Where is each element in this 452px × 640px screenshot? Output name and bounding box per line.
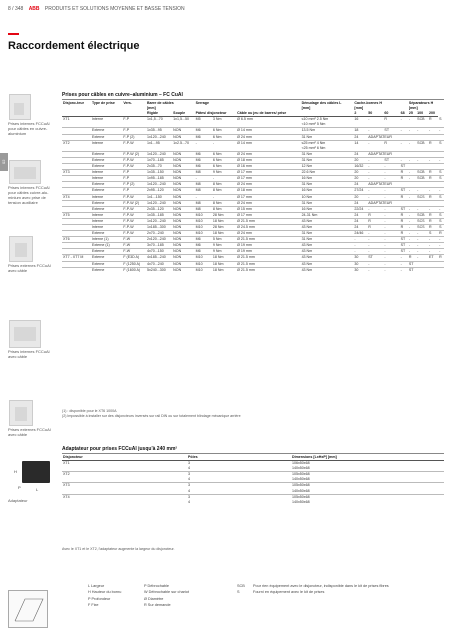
table-row: XT7 - XT7 M Externe F (E3D A) 4x185...240 NON M10 18 Nm Ø 21.5 mm 43 Nm 30 ST - - R - ET R — [62, 255, 444, 261]
table2-rule — [62, 453, 444, 454]
col-breaker: Disjonc-teur — [63, 101, 84, 105]
product-image-3 — [9, 236, 33, 262]
table-row: 4 140x50x68 — [188, 466, 310, 471]
product-image-4 — [9, 320, 41, 348]
table-row: <10 mm² 5 Nm — [301, 122, 326, 127]
table-row: XT1 3 106x50x68 — [63, 461, 310, 466]
table2-note: Avec le XT1 et le XT2, l'adaptateur augmente la largeur du disjoncteur. — [62, 547, 175, 551]
brand-label: ABB — [28, 6, 40, 12]
table1-title: Prises pour câbles en cuivre–aluminium – FC CuAl — [62, 92, 183, 98]
table-row: XT3 3 105x50x68 — [62, 483, 444, 489]
table-row: XT1 Interne F-P 1x1,5...70 1x1,5...50 M5 3 Nm Ø 6.5 mm ≤10 mm² 2.5 Nm 16 - R - - SCB R S — [63, 116, 442, 122]
table-row: XT6 Interne (1) F-W 2x120...240 NON M6 5 Nm Ø 21.5 mm 31 Nm - - - ST - - - - — [62, 237, 444, 243]
table-row: <25 mm² 6 Nm — [301, 145, 326, 150]
table-row: XT2 3 105x50x68 — [62, 472, 444, 478]
table-row: Interne F-P 1x95...185 NON - - Ø 17 mm 16 Nm 20 - - R - SCB R S — [62, 176, 444, 182]
col-type: Type de prise — [91, 101, 115, 105]
table-row: Externe F (1250 A) 4x70...240 NON M10 18 Nm Ø 21.5 mm 43 Nm 30 - - - ST — [62, 261, 444, 267]
cable-lugs-table: Disjonc-teur Type de prise Vers. Barre de câbles Serrage Dénudage des câbles L Cache-bornes H Séparateurs H [mm] [mm] [mm] [mm] Rigide Souple Pâtes/ disjoncteur Câble ou jeu de barres/ prise 2 50 60 68 25 100 200 XT1 Interne F-P 1x1,5...70 1x1,5...50 M5 3 Nm Ø 6.5 mm ≤10 mm² 2.5 Nm 16 - R - - SCB R S <10 mm² 5 Nm Externe F-P 1x35...95 NON M6 6 Nm Ø 14 mm 13.5 Nm 18 - ST - - - - - Externe F-P (2) 1x120...240 NON M6 6 Nm Ø 24 mm 31 Nm 24 ADAPTATEUR XT2 Interne F-P-W 1x1...95 1x2.5...70 - - Ø 14 mm ≤25 mm² 4 Nm 14 - R - - SCB R S <25 mm² 6 Nm Externe F-P-W (2) 1x120...240 NON M6 6 Nm Ø 24 mm 31 Nm 24 ADAPTATEUR Externe F-P-W 1x70...185 NON M6 6 Nm Ø 18 mm 31 Nm 20 - ST - - - - - Externe F-P-W 2x35...70 NON M6 6 Nm Ø 16 mm 12 Nm 16/32 - - ST XT3 Interne F-P 1x35...150 NON M8 9 Nm Ø 17 mm 22.6 Nm 20 - - R - SCB R S Interne F-P 1x95...185 NON - - Ø 17 mm 16 Nm 20 - - R - SCB R S Externe F-P (2) 1x120...240 NON M8 8 Nm Ø 24 mm 31 Nm 24 ADAPTATEUR Externe F-P 2x95...120 NON M8 8 Nm Ø 18 mm 16 Nm 27/24 - - ST - - - - XT4 Interne F-P-W 1x1...150 NON - - Ø 17 mm 10 Nm 20 - - R - SCS R S Externe F-P-W (2) 1x120...240 NON M8 8 Nm Ø 24 mm 31 Nm 24 ADAPTATEUR Externe F-P-W 2x35...120 NON M8 8 Nm Ø 15 mm 16 Nm 22/24 - - ST - - - - XT5 Interne F-P-W 1x35...185 NON M10 28 Nm Ø 17 mm 24-31 Nm 24 R - R - SCB R S Interne F-P-W 1x120...240 NON M10 18 Nm Ø 21.5 mm 43 Nm 24 R - R - SCS R S Interne F-P-W 1x185...300 NON M10 28 Nm Ø 24.5 mm 43 Nm 24 R - R - SCS R S Externe F-P-W 2x70...240 NON M10 18 Nm Ø 24 mm 31 Nm 24/46 - - R - - S R XT6 Interne (1) F-W 2x120...240 NON M6 5 Nm Ø 21.5 mm 31 Nm - - - ST - - - - Externe (1) F-W 3x70...185 NON M6 9 Nm Ø 19 mm 43 Nm - - - ST - - - - Externe F-W 4x70...150 NON M6 9 Nm Ø 19 mm 43 Nm - - - ST - - - - XT7 - XT7 M Externe F (E3D A) 4x185...240 NON M10 18 Nm Ø 21.5 mm 43 Nm 30 ST - - R - ET R Externe F (1250 A) 4x70...240 NON M10 18 Nm Ø 21.5 mm 43 Nm 30 - - - ST Externe F (1600 A) 5x240...300 NON M10 18 Nm Ø 21.5 mm 43 Nm 30 - - - ST — [62, 101, 444, 273]
table-row: 4 140x50x68 — [188, 488, 310, 493]
table-row: XT2 Interne F-P-W 1x1...95 1x2.5...70 - - Ø 14 mm ≤25 mm² 4 Nm 14 - R - - SCB R S — [62, 140, 444, 146]
table-row: Externe (1) F-W 3x70...185 NON M6 9 Nm Ø 19 mm 43 Nm - - - ST - - - - — [62, 243, 444, 249]
table-row: XT3 Interne F-P 1x35...150 NON M8 9 Nm Ø 17 mm 22.6 Nm 20 - - R - SCB R S — [62, 170, 444, 176]
table-row: Externe F-P (2) 1x120...240 NON M6 6 Nm Ø 24 mm 31 Nm 24 ADAPTATEUR — [62, 134, 444, 140]
dim-h: H — [14, 469, 17, 474]
table-row: Externe F-P 2x95...120 NON M8 8 Nm Ø 18 mm 16 Nm 27/24 - - ST - - - - — [62, 188, 444, 194]
table2-title: Adaptateur pour prises FCCuAl jusqu'à 240 mm² — [62, 446, 178, 452]
page-header — [8, 6, 185, 12]
table-row: 4 140x50x68 — [188, 477, 310, 482]
table-row: Externe F-P 1x35...95 NON M6 6 Nm Ø 14 mm 13.5 Nm 18 - ST - - - - - — [62, 128, 444, 134]
table-row: Externe F-P (2) 1x120...240 NON M8 8 Nm Ø 24 mm 31 Nm 24 ADAPTATEUR — [62, 182, 444, 188]
caption-4: Prises internes FCCuAl avec câble — [8, 349, 50, 359]
table-row: Externe F (1600 A) 5x240...300 NON M10 18 Nm Ø 21.5 mm 43 Nm 30 - - - ST — [62, 267, 444, 273]
box-diagram-icon — [9, 591, 49, 629]
col-terminal-covers: Cache-bornes H — [354, 101, 382, 105]
adapter-image — [22, 461, 50, 483]
table-row: Externe F-P-W 2x35...70 NON M6 6 Nm Ø 16 mm 12 Nm 16/32 - - ST — [62, 164, 444, 170]
caption-2: Prises internes FCCuAl pour câbles cuivre-alu-minium avec prise de tension auxiliaire — [8, 185, 50, 205]
table-row: Externe F-P-W 1x70...185 NON M6 6 Nm Ø 18 mm 31 Nm 20 - ST - - - - - — [62, 157, 444, 163]
table-row: XT4 3 105x50x68 — [62, 494, 444, 500]
table1-note-2: (2) Impossible à installer sur des disjoncteurs inversés sur rail DIN ou sur totalement blindage mécanique arrière — [62, 414, 241, 418]
table-row: Externe F-P-W (2) 1x120...240 NON M6 6 Nm Ø 24 mm 31 Nm 24 ADAPTATEUR — [62, 151, 444, 157]
col-poles: Pôles — [187, 455, 291, 461]
table-row: Externe F-P-W 2x70...240 NON M10 18 Nm Ø 24 mm 31 Nm 24/46 - - R - - S R — [62, 231, 444, 237]
legend-col-3: SCB S — [237, 584, 245, 595]
legend-col-2: P Débrochable W Débrochable sur chariot Ø Diamètre R Sur demande — [144, 584, 189, 608]
product-image-1 — [9, 94, 31, 120]
col-tightening: Serrage — [195, 101, 209, 105]
title-accent — [8, 33, 19, 35]
table-row: 4 140x50x68 — [188, 499, 310, 504]
caption-1: Prises internes FCCuAl pour câbles en cuivre-aluminium — [8, 121, 50, 136]
table-row: Interne F-P-W 1x120...240 NON M10 18 Nm Ø 21.5 mm 43 Nm 24 R - R - SCS R S — [62, 218, 444, 224]
table-row: Externe F-P-W (2) 1x120...240 NON M8 8 Nm Ø 24 mm 31 Nm 24 ADAPTATEUR — [62, 200, 444, 206]
col-breaker: Disjoncteur — [62, 455, 187, 461]
col-separators: Séparateurs H — [408, 101, 434, 105]
dimension-drawing — [8, 590, 48, 628]
table1-note-1: (1) : disponible pour le XT6 1000A — [62, 409, 117, 413]
section-label: PRODUITS ET SOLUTIONS MOYENNE ET BASSE TENSION — [44, 6, 185, 12]
caption-3: Prises externes FCCuAl avec câble — [8, 263, 51, 273]
product-image-5 — [9, 400, 33, 426]
section-tab: 02 — [0, 153, 8, 171]
page-title: Raccordement électrique — [8, 40, 140, 52]
col-stripping: Dénudage des câbles L — [301, 101, 342, 105]
table-row: Externe F-W 4x70...150 NON M6 9 Nm Ø 19 mm 43 Nm - - - ST - - - - — [62, 249, 444, 255]
dim-p: P — [18, 485, 21, 490]
table-row: Externe F-P-W 2x35...120 NON M8 8 Nm Ø 15 mm 16 Nm 22/24 - - ST - - - - — [62, 206, 444, 212]
caption-6: Adaptateur — [8, 498, 28, 503]
table1-rule — [62, 99, 444, 100]
table-row: Interne F-P-W 1x185...300 NON M10 28 Nm Ø 24.5 mm 43 Nm 24 R - R - SCS R S — [62, 224, 444, 230]
table-row: XT4 Interne F-P-W 1x1...150 NON - - Ø 17 mm 10 Nm 20 - - R - SCS R S — [62, 194, 444, 200]
product-image-2 — [9, 160, 41, 184]
col-cable: Barre de câbles — [146, 101, 174, 105]
page-number: 8 / 348 — [8, 6, 24, 12]
legend-col-1: L Largeur H Hauteur du bornu P Profondeur F Fixe — [88, 584, 122, 608]
legend-col-4: Pour rien équipement avec le disjoncteur, indisponible dans le kit de prises fibres Fourni en équipement avec le kit de prises — [253, 584, 389, 595]
adapter-table — [62, 455, 444, 505]
table-row: XT5 Interne F-P-W 1x35...185 NON M10 28 Nm Ø 17 mm 24-31 Nm 24 R - R - SCB R S — [62, 212, 444, 218]
col-dimensions: Dimensions [LxHxP] [mm] — [291, 455, 444, 461]
adapter-drawing — [8, 455, 58, 495]
dim-l: L — [36, 487, 39, 492]
col-version: Vers. — [123, 101, 132, 105]
caption-5: Prises externes FCCuAl avec câble — [8, 427, 51, 437]
